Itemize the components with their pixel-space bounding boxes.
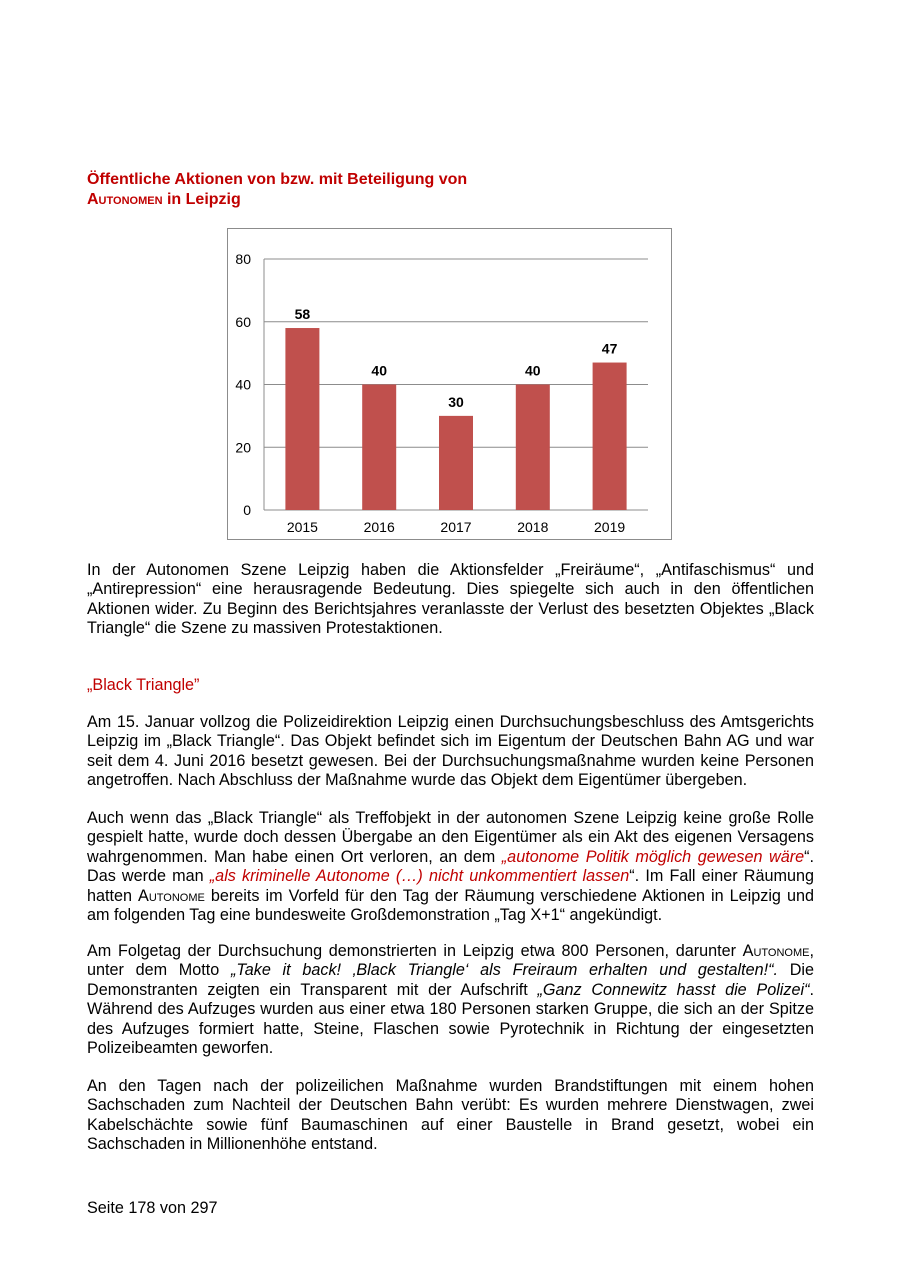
data-label-2017: 30 bbox=[448, 393, 464, 410]
paragraph-4: An den Tagen nach der polizeilichen Maßnahme wurden Brandstiftungen mit einem hohen Sachschaden zum Nachteil der Deutschen Bahn verübt: Es wurden mehrere Dienstwagen, zwei Kabelschächte sowie fünf Baumaschinen auf einer Baustelle in Brand gesetzt, wobei ein Sachschaden in Millionenhöhe entstand. bbox=[87, 1077, 814, 1154]
p3-text-c: Die Demonstranten zeigten ein Transparent mit der Aufschrift bbox=[87, 961, 815, 999]
p3-text-d: . Während des Aufzuges wurden aus einer etwa 180 Personen starken Gruppe, die sich an der Spitze des Aufzuges formiert hatte, Steine, Flaschen sowie Pyrotechnik in Richtung der eingesetzten Polizeibeamten geworfen. bbox=[87, 980, 814, 1058]
subheading-black-triangle: „Black Triangle” bbox=[87, 676, 200, 694]
bar-2019 bbox=[593, 363, 627, 510]
paragraph-2 bbox=[87, 809, 814, 925]
y-tick-label-80: 80 bbox=[235, 251, 251, 267]
y-tick-label-0: 0 bbox=[243, 502, 251, 518]
page-number: Seite 178 von 297 bbox=[87, 1199, 218, 1217]
p2-text-d: bereits im Vorfeld für den Tag der Räumung verschiedene Aktionen in Leipzig und am folgenden Tag eine bundesweite Großdemonstration „Tag X+1“ angekündigt. bbox=[87, 886, 814, 925]
p2-quote-2: „als kriminelle Autonome (…) nicht unkommentiert lassen bbox=[209, 867, 630, 886]
p2-text-c: “. Im Fall einer Räumung hatten bbox=[87, 867, 814, 905]
data-label-2018: 40 bbox=[525, 362, 541, 379]
heading-autonomen: Autonomen bbox=[87, 191, 163, 208]
p2-quote-1: „autonome Politik möglich gewesen wäre bbox=[501, 847, 805, 866]
p3-text-b: , unter dem Motto bbox=[87, 942, 814, 980]
x-tick-label-2019: 2019 bbox=[594, 519, 626, 535]
heading-line-1: Öffentliche Aktionen von bzw. mit Beteiligung von bbox=[87, 171, 468, 188]
p2-text-a: Auch wenn das „Black Triangle“ als Treffobjekt in der autonomen Szene Leipzig keine große Rolle gespielt hatte, wurde doch dessen Übergabe an den Eigentümer als ein Akt des eigenen Versagens wahrgenommen. Man habe einen Ort verloren, an dem bbox=[87, 809, 814, 866]
x-tick-label-2017: 2017 bbox=[440, 519, 472, 535]
bar-2016 bbox=[362, 385, 396, 511]
y-tick-label-20: 20 bbox=[235, 439, 251, 456]
bar-chart bbox=[227, 228, 672, 540]
paragraph-3 bbox=[87, 942, 814, 1058]
p3-banner: „Ganz Connewitz hasst die Polizei“ bbox=[537, 980, 810, 999]
x-tick-label-2015: 2015 bbox=[286, 519, 318, 535]
paragraph-1: Am 15. Januar vollzog die Polizeidirektion Leipzig einen Durchsuchungsbeschluss des Amtsgerichts Leipzig im „Black Triangle“. Das Objekt befindet sich im Eigentum der Deutschen Bahn AG und war seit dem 4. Juni 2016 besetzt gewesen. Bei der Durchsuchungsmaßnahme wurden keine Personen angetroffen. Nach Abschluss der Maßnahme wurde das Objekt dem Eigentümer übergeben. bbox=[87, 713, 814, 790]
data-label-2019: 47 bbox=[601, 340, 618, 357]
bar-2015 bbox=[285, 328, 319, 510]
x-tick-label-2018: 2018 bbox=[517, 519, 549, 535]
chart-canvas bbox=[228, 229, 673, 541]
section-heading bbox=[87, 170, 587, 210]
y-tick-label-60: 60 bbox=[235, 313, 251, 330]
heading-location: in Leipzig bbox=[162, 191, 241, 208]
p3-motto: „Take it back! ‚Black Triangle‘ als Freiraum erhalten und gestalten!“. bbox=[230, 961, 779, 980]
p2-autonome: Autonome bbox=[138, 886, 205, 905]
heading-line-2 bbox=[87, 190, 587, 210]
bar-2017 bbox=[439, 416, 473, 510]
x-tick-label-2016: 2016 bbox=[363, 519, 395, 535]
y-tick-label-40: 40 bbox=[235, 376, 251, 393]
bar-2018 bbox=[516, 385, 550, 511]
data-label-2016: 40 bbox=[371, 362, 387, 379]
data-label-2015: 58 bbox=[294, 306, 311, 323]
intro-paragraph: In der Autonomen Szene Leipzig haben die Aktionsfelder „Freiräume“, „Antifaschismus“ und „Antirepression“ eine herausragende Bedeutung. Dies spiegelte sich auch in den öffentlichen Aktionen wider. Zu Beginn des Berichtsjahres veranlasste der Verlust des besetzten Objektes „Black Triangle“ die Szene zu massiven Protestaktionen. bbox=[87, 561, 814, 638]
p2-text-b: “. Das werde man bbox=[87, 847, 814, 886]
p3-text-a: Am Folgetag der Durchsuchung demonstrierten in Leipzig etwa 800 Personen, darunter bbox=[87, 942, 743, 960]
p3-autonome: Autonome bbox=[742, 942, 810, 960]
